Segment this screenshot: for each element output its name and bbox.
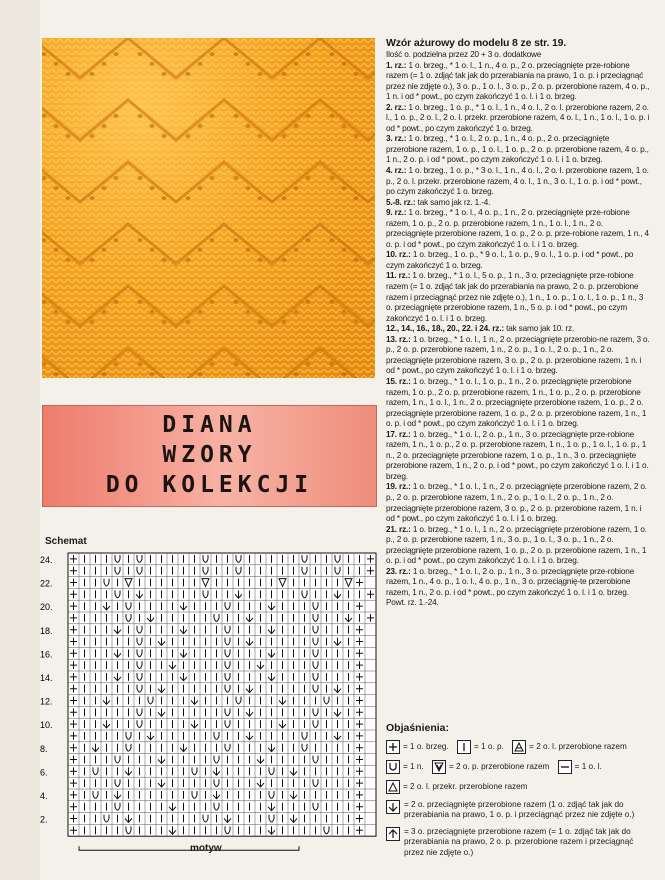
knit-stitch-icon [457,740,471,754]
row-instruction-text: 1 o. brzeg., * 1 o. l., 1 n., 2 o. przeciągnięte przerobione razem, 2 o. p., 2 o. p. przerobione razem, 1 n., 2 o. p., 1 o. l., 2 o. p., 1 n., 2 o. przeciągnięte przerobione razem, 3 o. p., 2 o. p. przerobione razem, 1 n. i od * powt., po czym zakończyć 1 o. l. i 1 o. brzeg. [386,482,647,524]
row-instruction [386,250,650,271]
row-instruction [386,271,650,324]
legend-double-decrease: = 3 o. przeciągnięte przerobione razem (= 1 o. zdjąć tak jak do przerabiania na prawo, 2 o. p. przerobione razem i przeciągnąć przez nie zdjęte o.) [404,826,634,857]
row-instruction-label: 13. rz.: [386,334,411,344]
purl-two-together-icon [512,740,526,754]
knitted-lace-photo [42,38,375,378]
row-instruction-label: 12., 14., 16., 18., 20., 22. i 24. rz.: [386,324,504,334]
legend [386,723,650,864]
repeat-label: motyw [190,843,222,854]
banner-subtitle-2: DO KOLEKCJI [105,472,314,498]
row-instruction-label: 4. rz.: [386,166,407,176]
row-instruction [386,198,650,209]
chart-row-label: 22. [40,578,53,589]
row-instruction [386,166,650,198]
chart-row-label: 6. [40,767,48,778]
title-banner [42,405,377,507]
row-instruction-text: 1 o. brzeg., * 1 o. l., 1 o. p., 1 n., 2 o. przeciągnięte przerobione razem, 1 o. p., 2 o. p. przerobione razem, 1 n., 1 o. p., 2 o. p. przerobione razem, 1 n., 1 o. l., 1 n., 2 o. przeciągnięte przerobione razem, 1 o. p., 2 o. przeciągnięte przerobione razem, 1 o. p., 2 o. p. przerobione razem, 1 n., 1 o. p. i od * powt., po czym zakończyć 1 o. l. i 1 o. brzeg. [386,376,647,429]
row-instruction-text: 1 o. brzeg., 1 o. p., * 1 o. l., 1 n., 4 o. l., 2 o. l. przerobione razem, 2 o. l., 1 o. p., 2 o. l., 2 o. l. przekr. przerobione razem, 4 o. l., 1 n., 1 o. l., 1 o. p. i od * powt., po czym zakończyć 1 o. brzeg. [386,102,650,133]
knit-two-together-icon [432,760,446,774]
chart-row-label: 10. [40,720,53,731]
legend-row-2 [386,760,650,774]
legend-row-4 [386,800,650,821]
legend-purl-two-tbl: = 2 o. l. przekr. przerobione razem [403,781,528,791]
row-instruction [386,324,650,335]
row-instruction-label: 11. rz.: [386,271,411,281]
chart-row-label: 24. [40,555,53,566]
row-instruction [386,208,650,250]
skpo-icon [386,800,400,814]
chart-row-label: 20. [40,602,53,613]
row-instruction-label: 23. rz.: [386,566,411,576]
pattern-title: Wzór ażurowy do modelu 8 ze str. 19. [386,37,567,49]
stitch-count-note: Ilość o. podzielna przez 20 + 3 o. dodatkowe [386,50,542,59]
row-instruction [386,335,650,377]
knitting-chart [36,545,381,860]
row-instruction-text: 1 o. brzeg., 1 o. p., * 3 o. l., 1 n., 4 o. l., 2 o. l. przerobione razem, 1 o. p., 2 o. l. przekr. przerobione razem, 4 o. l., 1 n., 3 o. l., 1 o. p. i od * powt., po czym zakończyć 1 o. brzeg. [386,166,649,197]
row-instruction [386,567,650,609]
row-instructions [386,61,650,609]
row-instruction-text: tak samo jak 10. rz. [503,324,575,334]
edge-stitch-icon [386,740,400,754]
row-instruction-label: 1. rz.: [386,60,407,70]
row-instruction-label: 5.-8. rz.: [386,197,416,207]
row-instruction-text: 1 o. brzeg., * 1 o. l., 1 n., 2 o. przeciągnięte przerobione razem, 1 o. p., 2 o. p. przerobione razem, 1 n., 3 o. p., 1 o. l., 3 o. p., 1 n., 2 o. przeciągnięte przerobione razem, 1 o. p., 2 o. p. przerobione razem, 1 n., 1 o. p. i od * powt., po czym zakończyć 1 o. l. i 1 o. brzeg. [386,524,647,566]
row-instruction-text: 1 o. brzeg., 1 o. p., * 9 o. l., 1 o. p., 9 o. l., 1 o. p. i od * powt., po czym zakończyć 1 o. brzeg. [386,250,634,270]
row-instruction-label: 17. rz.: [386,429,411,439]
legend-yarn-over: = 1 n. [403,761,424,771]
chart-row-label: 2. [40,814,48,825]
row-instruction [386,482,650,524]
purl-stitch-icon [558,760,572,774]
row-instruction-label: 3. rz.: [386,134,407,144]
row-instruction-text: 1 o. brzeg., * 1 o. l., 2 o. p., 1 n., 3 o. przeciągnięte prze-robione razem, 1 n., 1 o. p., 2 o. p. przerobione razem, 1 n., 1 o. p., 1 o. l., 1 o. p., 1 n., 2 o. przeciągnięte przerobione razem, 1 o. p., 1 n., 3 o. przeciągnięte przerobione razem, 1 n., 2 o. p. i od * powt., po czym zakończyć 1 o. l. i 1 o. brzeg. [386,429,649,481]
legend-purl-two-together: = 2 o. l. przerobione razem [529,741,627,751]
row-instruction [386,430,650,483]
chart-row-label: 4. [40,791,48,802]
row-instruction [386,134,650,166]
row-instruction-text: 1 o. brzeg., * 1 o. l., 2 o. p., 1 n., 4 o. p., 2 o. przeciągnięte przerobione razem, 1 o. p., 1 o. l., 1 o. p., 2 o. p. przerobione razem, 4 o. p., 1 n., 2 o. p. i od * powt., po czym zakończyć 1 o. l. i 1 o. brzeg. [386,134,649,165]
row-instruction-text: 1 o. brzeg., * 1 o. l., 1 n., 2 o. przeciągnięte przerobio-ne razem, 3 o. p., 2 o. p. przerobione razem, 1 n., 2 o. p., 1 o. l., 2 o. p., 1 n., 2 o. przeciągnięte przerobione razem, 3 o. p., 2 o. p. przerobione razem, 1 n. i od * powt., po czym zakończyć 1 o. l. i 1 o. brzeg. [386,334,650,376]
legend-skpo: = 2 o. przeciągnięte przerobione razem (1 o. zdjąć tak jak do przerabiania na prawo, 1 o. p. i przeciągnąć przez nie zdjęte o.) [404,799,635,819]
instructions-column [386,37,650,609]
chart-row-label: 14. [40,673,53,684]
previous-page-edge [0,0,40,880]
row-instruction-text: 1 o. brzeg., * 1 o. l., 4 o. p., 1 n., 2 o. przeciągnięte prze-robione razem, 1 o. p., 2 o. p. przerobione razem, 1 n., 1 o. l., 1 n., 2 o. przeciągnięte przerobione razem, 1 o. p., 2 o. p. prze-robione razem, 1 n., 4 o. p. i od * powt., po czym zakończyć 1 o. l. i 1 o. brzeg. [386,208,649,249]
row-instruction-label: 2. rz.: [386,102,407,112]
row-instruction [386,525,650,567]
row-instruction [386,377,650,430]
banner-name: DIANA [162,412,257,438]
row-instruction-label: 10. rz.: [386,250,411,260]
row-instruction-label: 9. rz.: [386,208,407,218]
legend-row-3 [386,780,650,794]
row-instruction-label: 21. rz.: [386,524,411,534]
chart-row-label: 8. [40,743,48,754]
row-instruction [386,61,650,103]
legend-knit: = 1 o. p. [474,741,504,751]
repeat-bracket [79,846,299,850]
yarn-over-icon [386,760,400,774]
row-instruction-text: 1 o. brzeg., * 1 o. l., 5 o. p., 1 n., 3 o. przeciągnięte prze-robione razem (= 1 o. zdjąć tak jak do przerabiania na prawo, 2 o. p. przerobione razem i przeciągnąć przez nie zdjęte o.), 1 n., 1 o. p., 1 o. l., 1 o. p., 1 n., 3 o. przeciągnięte przerobione razem, 1 n., 5 o. p. i od * powt., po czym zakończyć 1 o. l. i 1 o. brzeg. [386,271,644,323]
legend-row-1 [386,740,650,754]
row-instruction-text: 1 o. brzeg., * 1 o. l., 1 n., 4 o. p., 2 o. przeciągnięte prze-robione razem (= 1 o. zdjąć tak jak do przerabiania na prawo, 1 o. p. i przeciągnąć przez nie zdjęte o.), 3 o. p., 1 o. l., 3 o. p., 2 o. p. przerobione razem, 4 o. p., 1 n. i od * powt., po czym zakończyć 1 o. l. i 1 o. brzeg. [386,60,650,102]
legend-purl: = 1 o. l. [574,761,602,771]
legend-row-5 [386,827,650,859]
row-instruction-text: tak samo jak rz. 1.-4. [415,197,491,207]
row-instruction [386,103,650,135]
double-decrease-icon [386,827,400,841]
chart-title: Schemat [45,536,87,547]
purl-two-tbl-icon [386,780,400,794]
banner-subtitle: WZORY [162,442,257,468]
legend-edge-stitch: = 1 o. brzeg. [403,741,449,751]
legend-title: Objaśnienia: [386,722,450,734]
chart-row-label: 18. [40,625,53,636]
chart-grid [68,553,376,836]
legend-knit-two-together: = 2 o. p. przerobione razem [449,761,550,771]
chart-row-label: 16. [40,649,53,660]
row-instruction-text: 1 o. brzeg., * 1 o. l., 2 o. p., 1 n., 3 o. przeciągnięte prze-robione razem, 1 n., 4 o. p., 1 o. l., 4 o. p., 1 n., 3 o. przeciągnię-te przerobione razem, 1 n., 2 o. p. i od * powt., po czym zakończyć 1 o. l. i 1 o. brzeg. Powt. rz. 1.-24. [386,566,635,608]
chart-row-label: 12. [40,696,53,707]
row-instruction-label: 19. rz.: [386,482,411,492]
row-instruction-label: 15. rz.: [386,376,411,386]
